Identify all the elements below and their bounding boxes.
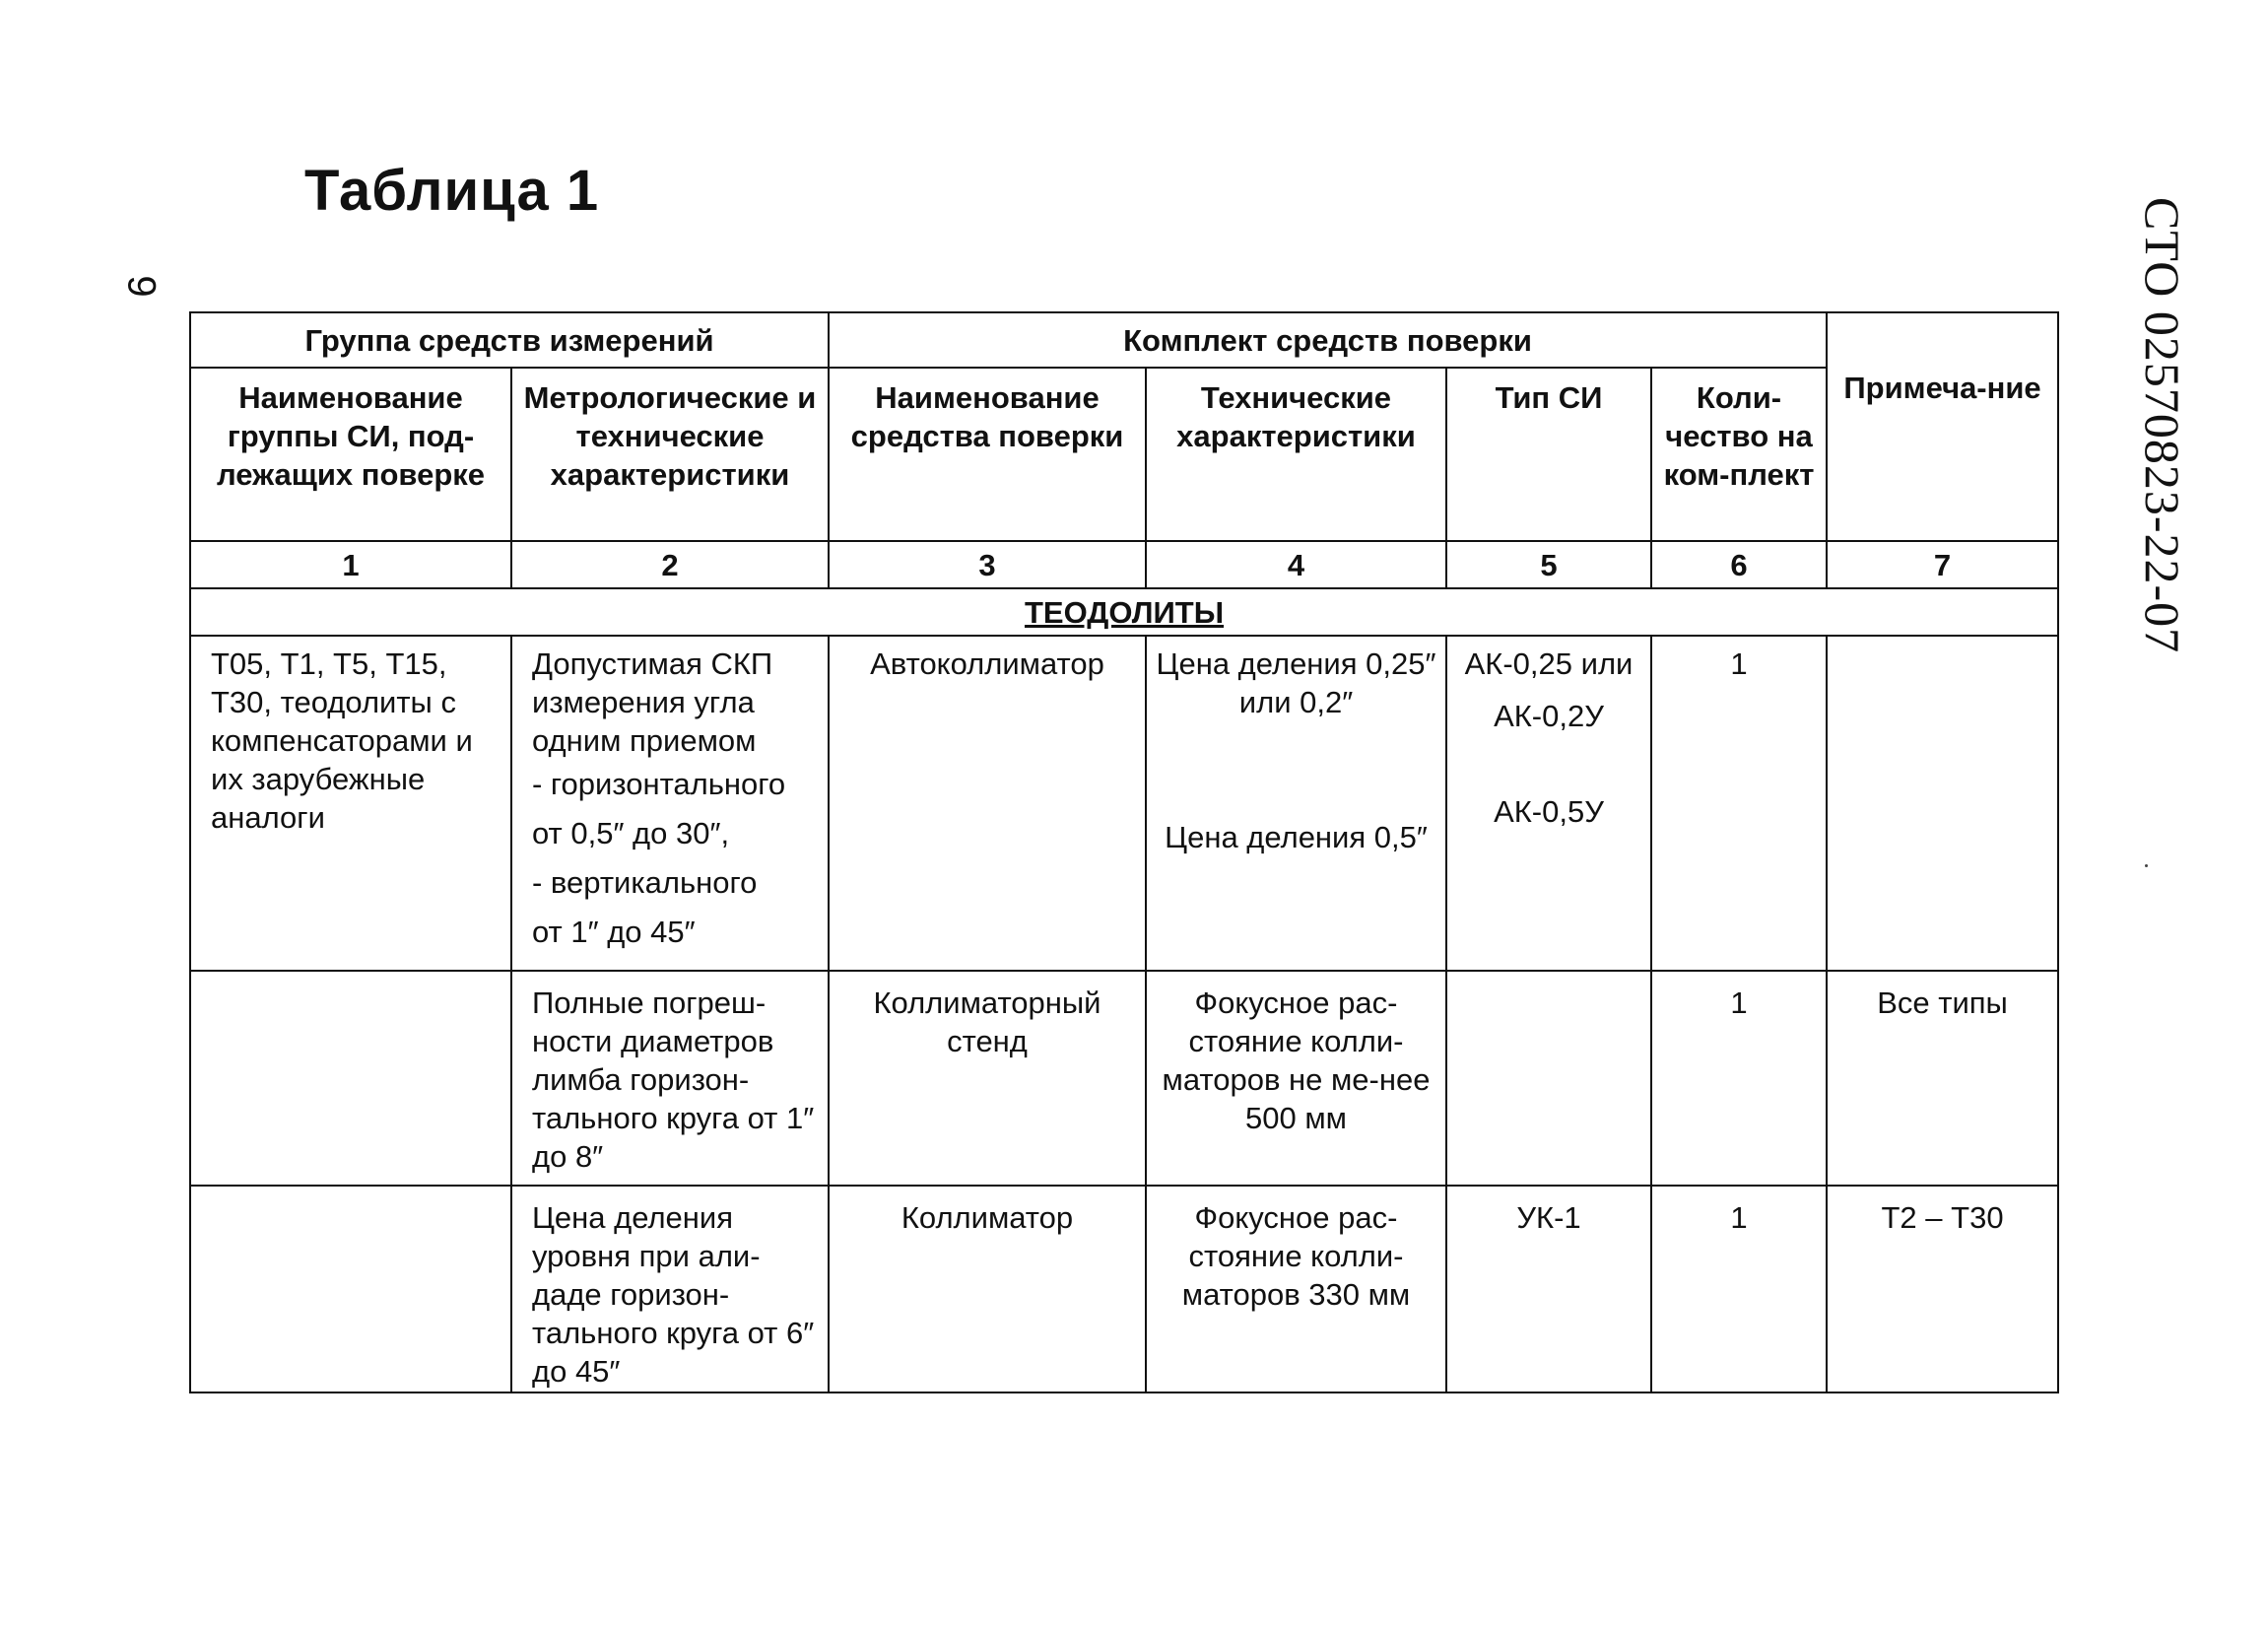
table-row	[190, 636, 2058, 971]
cell-group-name	[190, 971, 511, 1186]
cell-quantity: 1	[1651, 971, 1827, 1186]
group-header-verification: Комплект средств поверки	[829, 312, 1827, 368]
column-number: 5	[1446, 541, 1651, 588]
header-si-type: Тип СИ	[1446, 368, 1651, 541]
document-code: СТО 02570823-22-07	[2135, 197, 2190, 654]
column-number: 4	[1146, 541, 1446, 588]
characteristics-line: от 1″ до 45″	[532, 915, 696, 949]
cell-tech-specs: Фокусное рас-стояние колли-маторов 330 мм	[1146, 1186, 1446, 1392]
cell-characteristics: Цена деления уровня при али-даде горизон-тального круга от 6″ до 45″	[511, 1186, 829, 1392]
section-title: ТЕОДОЛИТЫ	[190, 588, 2058, 636]
header-characteristics: Метрологические и технические характеристики	[511, 368, 829, 541]
cell-quantity: 1	[1651, 636, 1827, 971]
cell-tech-specs	[1146, 636, 1446, 971]
verification-table	[189, 311, 2059, 1393]
cell-si-type: УК-1	[1446, 1186, 1651, 1392]
column-number: 2	[511, 541, 829, 588]
cell-si-type	[1446, 636, 1651, 971]
cell-notes: Все типы	[1827, 971, 2058, 1186]
cell-group-name: Т05, Т1, Т5, Т15, Т30, теодолиты с компенсаторами и их зарубежные аналоги	[190, 636, 511, 971]
stray-mark	[2145, 864, 2148, 867]
characteristics-line: от 0,5″ до 30″,	[532, 816, 730, 850]
column-number: 6	[1651, 541, 1827, 588]
header-quantity: Коли-чество на ком-плект	[1651, 368, 1827, 541]
column-number: 3	[829, 541, 1146, 588]
table-title: Таблица 1	[304, 159, 600, 223]
header-notes: Примеча-ние	[1827, 312, 2058, 541]
si-type-line: АК-0,2У	[1494, 699, 1604, 733]
header-group-name: Наименование группы СИ, под-лежащих поверке	[190, 368, 511, 541]
cell-notes	[1827, 636, 2058, 971]
characteristics-line: Допустимая СКП измерения угла одним приемом	[532, 646, 773, 758]
cell-tech-specs: Фокусное рас-стояние колли-маторов не ме-нее 500 мм	[1146, 971, 1446, 1186]
tech-spec-line: Цена деления 0,25″ или 0,2″	[1156, 646, 1436, 719]
characteristics-line: - горизонтального	[532, 767, 786, 801]
page-number: 9	[119, 275, 164, 298]
header-tech-specs: Технические характеристики	[1146, 368, 1446, 541]
header-tool-name: Наименование средства поверки	[829, 368, 1146, 541]
si-type-line: АК-0,25 или	[1464, 646, 1634, 681]
cell-characteristics: Полные погреш-ности диаметров лимба горизон-тального круга от 1″ до 8″	[511, 971, 829, 1186]
cell-group-name	[190, 1186, 511, 1392]
group-header-measuring: Группа средств измерений	[190, 312, 829, 368]
table-row	[190, 1186, 2058, 1392]
cell-quantity: 1	[1651, 1186, 1827, 1392]
cell-si-type	[1446, 971, 1651, 1186]
cell-tool-name: Автоколлиматор	[829, 636, 1146, 971]
cell-characteristics	[511, 636, 829, 971]
column-number: 1	[190, 541, 511, 588]
cell-tool-name: Коллиматорный стенд	[829, 971, 1146, 1186]
table-row	[190, 971, 2058, 1186]
cell-notes: Т2 – Т30	[1827, 1186, 2058, 1392]
column-number: 7	[1827, 541, 2058, 588]
si-type-line: АК-0,5У	[1494, 794, 1604, 829]
characteristics-line: - вертикального	[532, 865, 758, 900]
cell-tool-name: Коллиматор	[829, 1186, 1146, 1392]
tech-spec-line: Цена деления 0,5″	[1165, 820, 1428, 854]
